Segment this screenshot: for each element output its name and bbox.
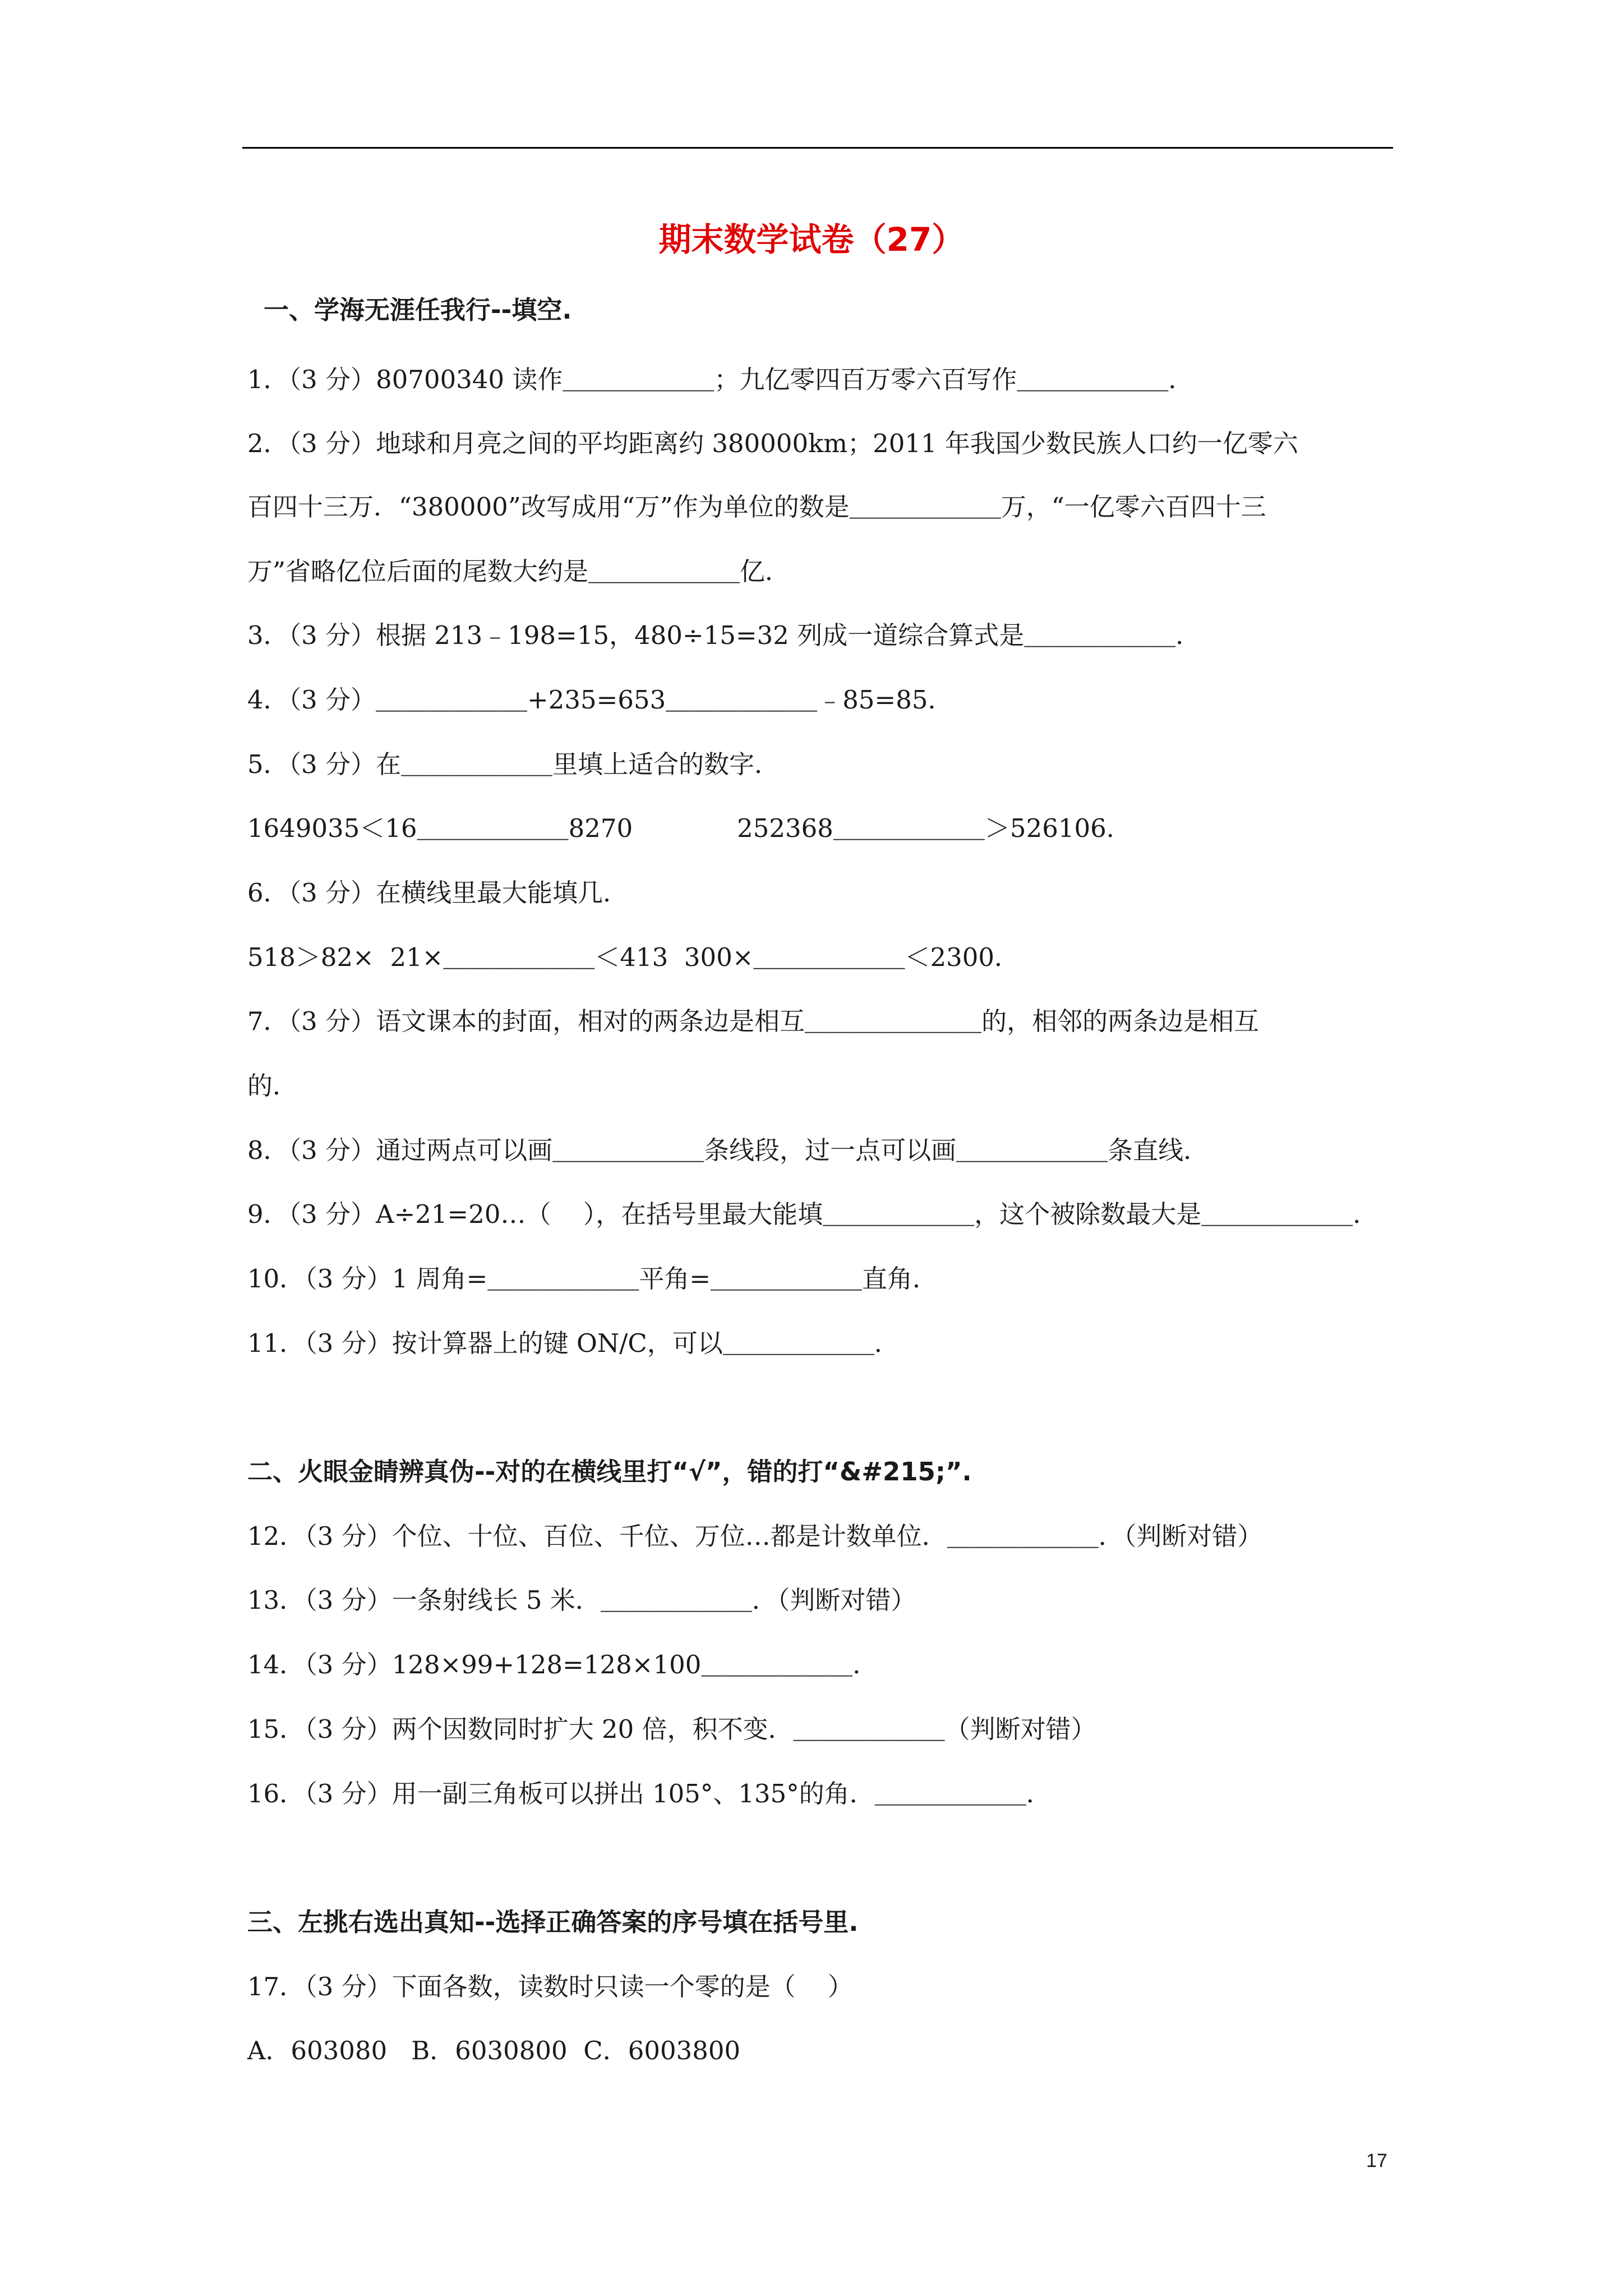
question-6-items: 518＞82× 21×＿＿＿＿＿＿＜413 300×＿＿＿＿＿＿＜2300． [247, 942, 1020, 972]
section-heading-1: 一、学海无涯任我行--填空. [264, 295, 572, 325]
question-7-line-2: 的． [247, 1071, 298, 1101]
question-9: 9．（3 分）A÷21=20…（ ），在括号里最大能填＿＿＿＿＿＿，这个被除数最大是＿＿＿＿＿＿． [247, 1199, 1378, 1229]
page-number: 17 [1366, 2150, 1387, 2171]
question-6: 6．（3 分）在横线里最大能填几． [247, 878, 629, 908]
question-5: 5．（3 分）在＿＿＿＿＿＿里填上适合的数字． [247, 749, 780, 779]
question-12: 12．（3 分）个位、十位、百位、千位、万位…都是计数单位．＿＿＿＿＿＿．（判断对错） [247, 1521, 1263, 1551]
question-4: 4．（3 分）＿＿＿＿＿＿+235=653＿＿＿＿＿＿﹣85=85． [247, 685, 953, 715]
question-10: 10．（3 分）1 周角=＿＿＿＿＿＿平角=＿＿＿＿＿＿直角． [247, 1264, 938, 1294]
question-8: 8．（3 分）通过两点可以画＿＿＿＿＿＿条线段，过一点可以画＿＿＿＿＿＿条直线． [247, 1135, 1209, 1165]
question-7-line-1: 7．（3 分）语文课本的封面，相对的两条边是相互＿＿＿＿＿＿＿的，相邻的两条边是相互 [247, 1006, 1260, 1036]
question-2-line-1: 2．（3 分）地球和月亮之间的平均距离约 380000km；2011 年我国少数民族人口约一亿零六 [247, 429, 1298, 458]
question-2-line-3: 万”省略亿位后面的尾数大约是＿＿＿＿＿＿亿． [247, 556, 791, 586]
question-11: 11．（3 分）按计算器上的键 ON/C，可以＿＿＿＿＿＿． [247, 1328, 900, 1358]
question-16: 16．（3 分）用一副三角板可以拼出 105°、135°的角．＿＿＿＿＿＿． [247, 1779, 1052, 1809]
question-17: 17．（3 分）下面各数，读数时只读一个零的是（ ） [247, 1972, 853, 2001]
section-heading-3: 三、左挑右选出真知--选择正确答案的序号填在括号里. [247, 1907, 859, 1937]
section-heading-2: 二、火眼金睛辨真伪--对的在横线里打“√”，错的打“&#215;”. [247, 1457, 972, 1487]
header-rule [242, 147, 1393, 149]
question-1: 1．（3 分）80700340 读作＿＿＿＿＿＿；九亿零四百万零六百写作＿＿＿＿＿＿． [247, 365, 1194, 394]
question-14: 14．（3 分）128×99+128=128×100＿＿＿＿＿＿． [247, 1650, 878, 1680]
page-title: 期末数学试卷（27） [658, 220, 965, 259]
question-5-items: 1649035＜16＿＿＿＿＿＿8270 252368＿＿＿＿＿＿＞526106． [247, 813, 1132, 843]
question-13: 13．（3 分）一条射线长 5 米．＿＿＿＿＿＿．（判断对错） [247, 1585, 916, 1615]
question-15: 15．（3 分）两个因数同时扩大 20 倍，积不变．＿＿＿＿＿＿（判断对错） [247, 1714, 1096, 1744]
question-3: 3．（3 分）根据 213﹣198=15，480÷15=32 列成一道综合算式是＿＿＿＿＿＿． [247, 620, 1201, 650]
question-17-options: A．603080 B．6030800 C．6003800 [247, 2036, 741, 2065]
question-2-line-2: 百四十三万．“380000”改写成用“万”作为单位的数是＿＿＿＿＿＿万，“一亿零六百四十三 [247, 492, 1266, 522]
